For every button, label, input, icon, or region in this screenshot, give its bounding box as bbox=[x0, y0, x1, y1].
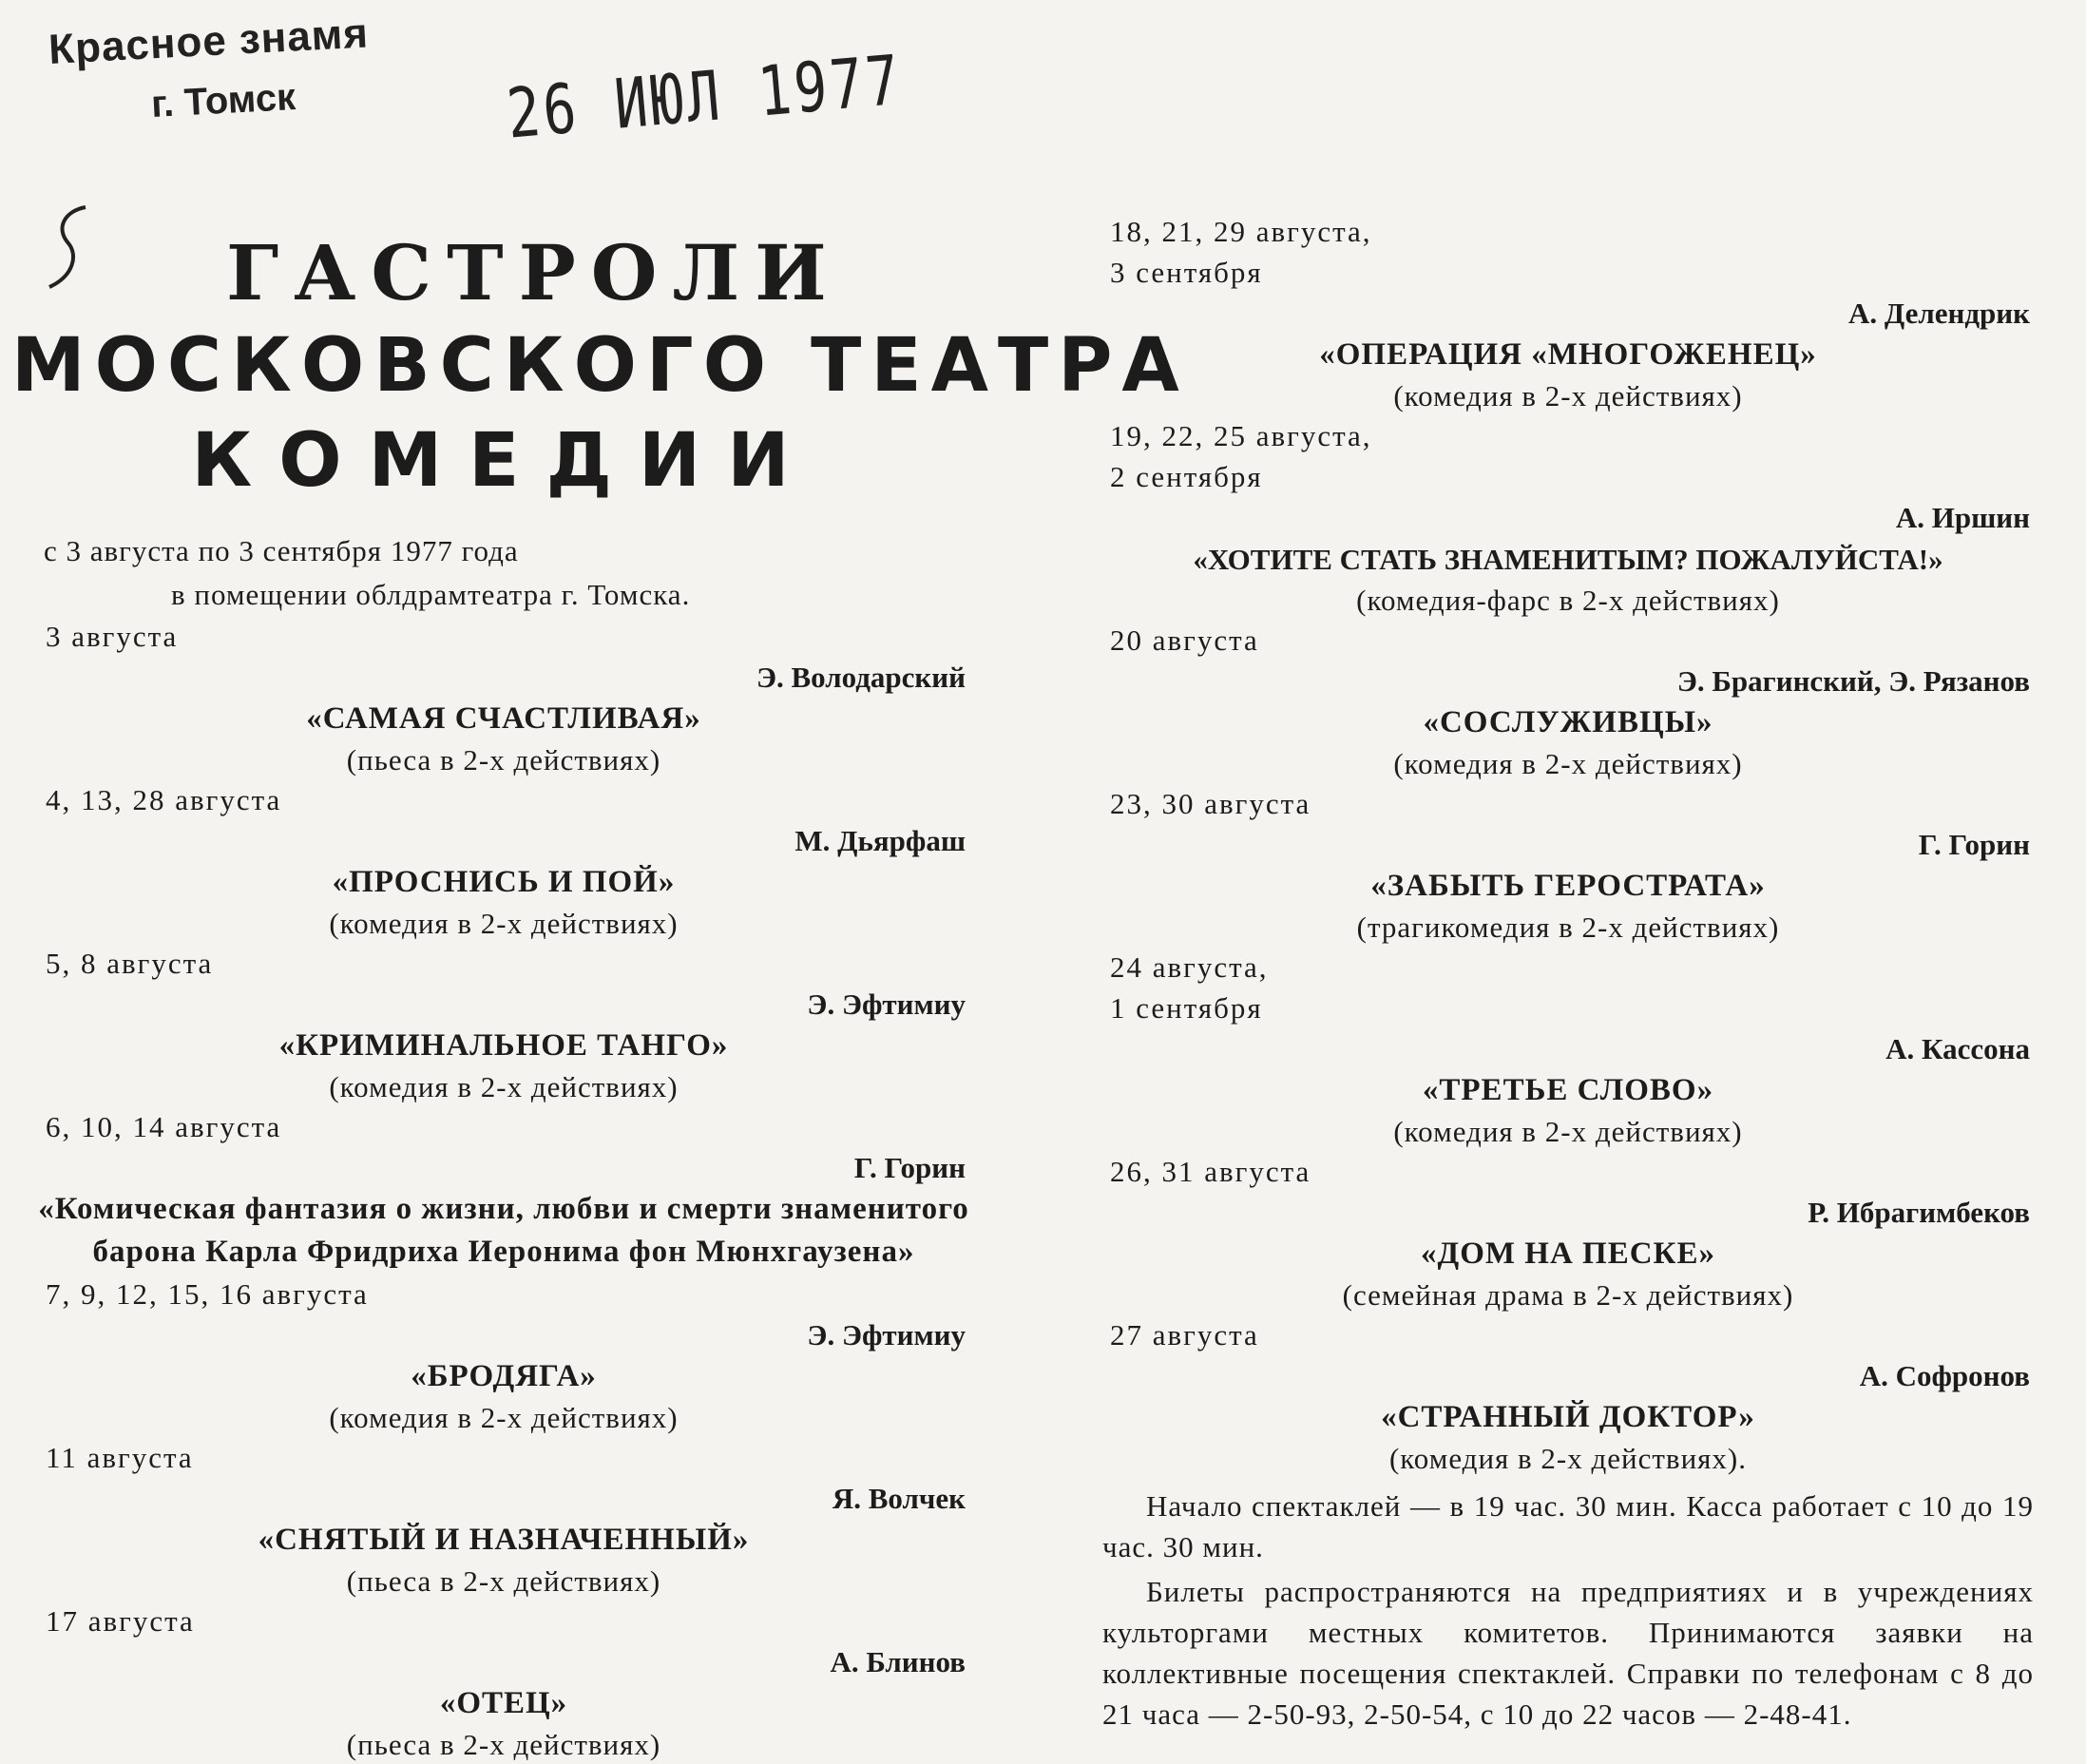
performance-title: «БРОДЯГА» bbox=[411, 1359, 597, 1393]
city-stamp: г. Томск bbox=[150, 76, 297, 125]
performance-dates: 18, 21, 29 августа, bbox=[1110, 215, 1372, 248]
performance-title: «ОПЕРАЦИЯ «МНОГОЖЕНЕЦ» bbox=[1319, 337, 1817, 372]
ticket-info bbox=[1102, 1486, 2034, 1735]
performance-dates-cont: 3 сентября bbox=[1110, 256, 1263, 289]
performance-author: Г. Горин bbox=[1918, 828, 2030, 861]
newspaper-stamp: Красное знамя bbox=[48, 10, 371, 73]
handwritten-mark-icon bbox=[36, 200, 93, 314]
performance-entry bbox=[38, 943, 969, 1106]
performance-dates: 17 августа bbox=[46, 1604, 195, 1638]
performance-entry bbox=[1102, 947, 2034, 1151]
performance-author: М. Дьярфаш bbox=[794, 824, 966, 857]
performance-title: «ЗАБЫТЬ ГЕРОСТРАТА» bbox=[1370, 869, 1766, 903]
performance-author: Р. Ибрагимбеков bbox=[1808, 1196, 2030, 1229]
performance-dates: 26, 31 августа bbox=[1110, 1155, 1311, 1188]
schedule-note: Начало спектаклей — в 19 час. 30 мин. Касса работает с 10 до 19 час. 30 мин. bbox=[1102, 1489, 2034, 1563]
performance-dates: 5, 8 августа bbox=[46, 947, 214, 980]
performance-dates: 7, 9, 12, 15, 16 августа bbox=[46, 1277, 369, 1311]
performance-genre: (комедия в 2-х действиях) bbox=[329, 1070, 679, 1103]
tickets-note: Билеты распространяются на предприятиях и в учреждениях культоргами местных комитетов. Принимаются заявки на коллективные посещения спектаклей. Справки по телефонам с 8 до 21 часа — 2-50-93, 2-50-54, с 10 до 22 часов — 2-48-41. bbox=[1102, 1575, 2034, 1731]
performance-author: А. Делендрик bbox=[1847, 297, 2030, 330]
performance-author: А. Кассона bbox=[1885, 1032, 2030, 1065]
performance-entry bbox=[1102, 211, 2034, 415]
performance-dates: 6, 10, 14 августа bbox=[46, 1110, 282, 1143]
performance-genre: (пьеса в 2-х действиях) bbox=[346, 1728, 661, 1761]
performance-author: А. Блинов bbox=[830, 1645, 966, 1678]
performance-entry bbox=[1102, 1151, 2034, 1314]
performance-author: А. Иршин bbox=[1895, 501, 2030, 534]
performance-dates-cont: 1 сентября bbox=[1110, 991, 1263, 1025]
performance-genre: (трагикомедия в 2-х действиях) bbox=[1356, 911, 1780, 944]
performance-genre: (семейная драма в 2-х действиях) bbox=[1342, 1278, 1794, 1312]
performance-dates: 3 августа bbox=[46, 620, 179, 653]
performance-entry bbox=[38, 1601, 969, 1764]
performance-title: «ПРОСНИСЬ И ПОЙ» bbox=[332, 865, 676, 899]
performance-genre: (комедия в 2-х действиях). bbox=[1388, 1442, 1747, 1475]
period-line: с 3 августа по 3 сентября 1977 года bbox=[44, 534, 519, 567]
performance-entry bbox=[38, 1106, 969, 1274]
performance-author: Э. Эфтимиу bbox=[807, 987, 966, 1021]
performance-title: «СНЯТЫЙ И НАЗНАЧЕННЫЙ» bbox=[258, 1523, 750, 1557]
performance-title: «СОСЛУЖИВЦЫ» bbox=[1423, 705, 1713, 739]
performance-entry bbox=[1102, 783, 2034, 947]
header-title-gastroli: ГАСТРОЛИ bbox=[226, 228, 842, 317]
performance-entry bbox=[1102, 415, 2034, 620]
performance-title: «КРИМИНАЛЬНОЕ ТАНГО» bbox=[278, 1028, 729, 1063]
performance-dates: 27 августа bbox=[1110, 1318, 1259, 1352]
performance-dates-cont: 2 сентября bbox=[1110, 460, 1263, 493]
left-column bbox=[38, 528, 969, 1764]
performance-dates: 24 августа, bbox=[1110, 950, 1269, 984]
performance-dates: 23, 30 августа bbox=[1110, 787, 1311, 820]
performance-genre: (пьеса в 2-х действиях) bbox=[346, 743, 661, 777]
performance-author: Я. Волчек bbox=[832, 1482, 966, 1515]
performance-genre: (комедия-фарс в 2-х действиях) bbox=[1356, 584, 1780, 617]
performance-author: Э. Володарский bbox=[756, 661, 966, 694]
performance-title: «ОТЕЦ» bbox=[439, 1686, 568, 1720]
performance-genre: (комедия в 2-х действиях) bbox=[329, 907, 679, 940]
performance-dates: 20 августа bbox=[1110, 623, 1259, 657]
performance-title: «ТРЕТЬЕ СЛОВО» bbox=[1422, 1073, 1714, 1107]
performance-entry bbox=[1102, 1314, 2034, 1478]
performance-entry bbox=[38, 779, 969, 943]
performance-title: «ХОТИТЕ СТАТЬ ЗНАМЕНИТЫМ? ПОЖАЛУЙСТА!» bbox=[1193, 543, 1943, 576]
performance-author: А. Софронов bbox=[1859, 1359, 2030, 1392]
performance-title: «САМАЯ СЧАСТЛИВАЯ» bbox=[306, 701, 701, 736]
header-title-theatre: МОСКОВСКОГО ТЕАТРА bbox=[11, 323, 1189, 409]
performance-entry bbox=[38, 1437, 969, 1601]
performance-author: Э. Брагинский, Э. Рязанов bbox=[1676, 664, 2030, 698]
performance-author: Э. Эфтимиу bbox=[807, 1318, 966, 1352]
performance-title: «ДОМ НА ПЕСКЕ» bbox=[1421, 1237, 1715, 1271]
venue-line: в помещении облдрамтеатра г. Томска. bbox=[171, 578, 691, 611]
performance-title: «Комическая фантазия о жизни, любви и смерти знаменитого барона Карла Фридриха Иеронима фон Мюнхгаузена» bbox=[38, 1192, 969, 1269]
performance-genre: (комедия в 2-х действиях) bbox=[1393, 379, 1743, 412]
performance-entry bbox=[38, 1274, 969, 1437]
header-title-comedy: КОМЕДИИ bbox=[191, 418, 816, 504]
performance-genre: (комедия в 2-х действиях) bbox=[1393, 1115, 1743, 1148]
performance-author: Г. Горин bbox=[853, 1151, 966, 1184]
performance-genre: (пьеса в 2-х действиях) bbox=[346, 1564, 661, 1598]
performance-dates: 19, 22, 25 августа, bbox=[1110, 419, 1372, 452]
date-stamp: 26 ИЮЛ 1977 bbox=[504, 39, 906, 154]
performance-dates: 11 августа bbox=[46, 1441, 194, 1474]
performance-title: «СТРАННЫЙ ДОКТОР» bbox=[1381, 1400, 1755, 1434]
performance-entry bbox=[1102, 620, 2034, 783]
performance-genre: (комедия в 2-х действиях) bbox=[1393, 747, 1743, 780]
performance-entry bbox=[38, 616, 969, 779]
performance-dates: 4, 13, 28 августа bbox=[46, 783, 282, 816]
performance-genre: (комедия в 2-х действиях) bbox=[329, 1401, 679, 1434]
right-column bbox=[1102, 211, 2034, 1738]
